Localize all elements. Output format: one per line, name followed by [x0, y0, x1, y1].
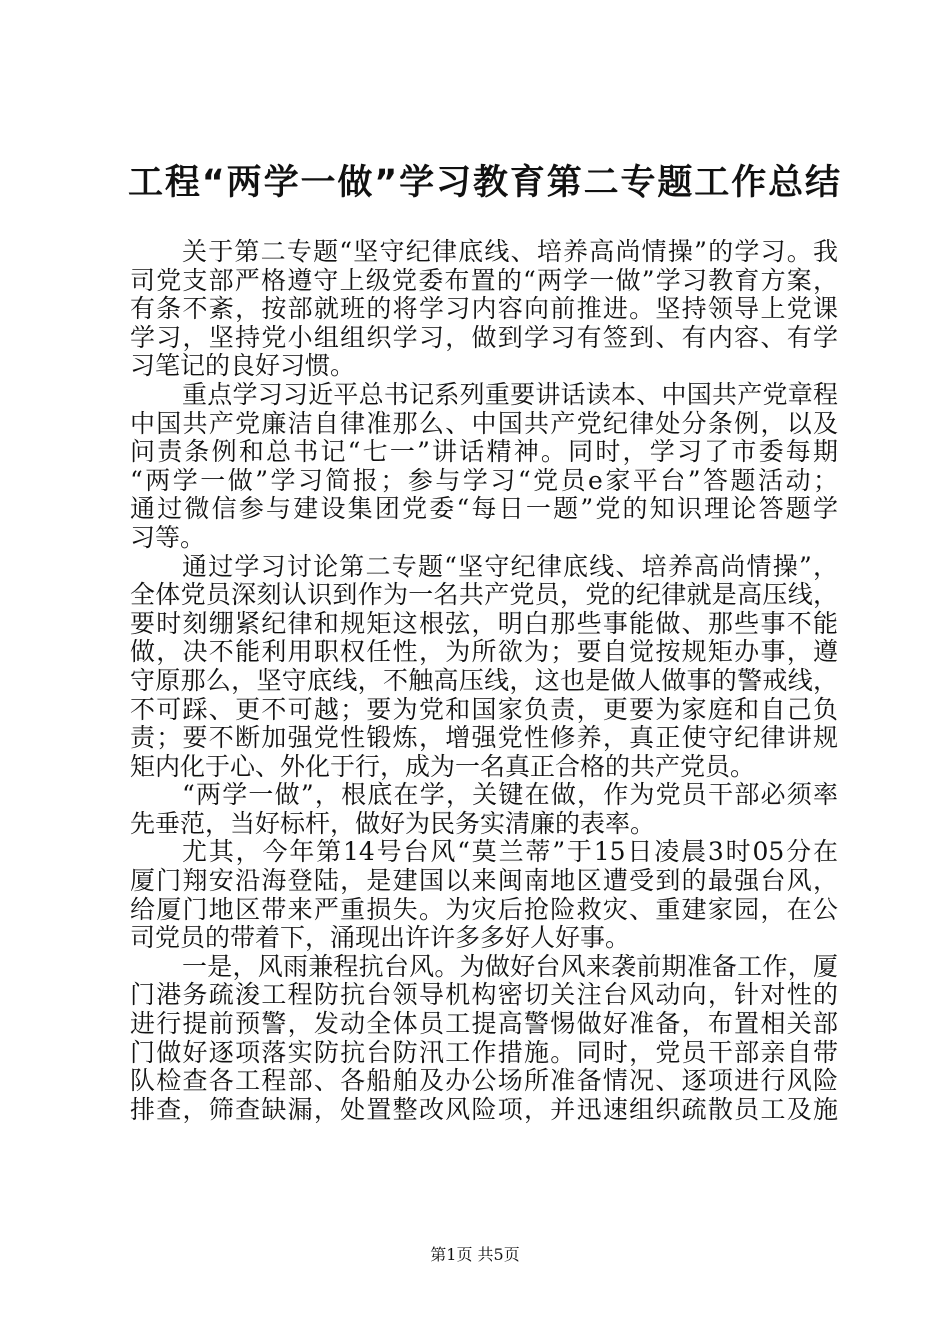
text-line: 有条不紊，按部就班的将学习内容向前推进。坚持领导上党课	[130, 294, 838, 324]
text-line: 门做好逐项落实防抗台防汛工作措施。同时，党员干部亲自带	[130, 1037, 838, 1067]
text-line: 做，决不能利用职权任性，为所欲为；要自觉按规矩办事，遵	[130, 637, 838, 667]
text-line: 矩内化于心、外化于行，成为一名真正合格的共产党员。	[130, 751, 756, 781]
text-line: 责；要不断加强党性锻炼，增强党性修养，真正使守纪律讲规	[130, 723, 838, 753]
text-line: “两学一做”，根底在学，关键在做，作为党员干部必须率	[182, 780, 838, 810]
text-line: 给厦门地区带来严重损失。为灾后抢险救灾、重建家园，在公	[130, 894, 838, 924]
text-line: 不可踩、更不可越；要为党和国家负责，更要为家庭和自己负	[130, 694, 838, 724]
text-line: 重点学习习近平总书记系列重要讲话读本、中国共产党章程	[182, 379, 838, 409]
paragraph	[130, 553, 838, 782]
text-line: 司党支部严格遵守上级党委布置的“两学一做”学习教育方案，	[130, 265, 838, 295]
text-line: 问责条例和总书记“七一”讲话精神。同时，学习了市委每期	[130, 437, 838, 467]
text-line: 厦门翔安沿海登陆，是建国以来闽南地区遭受到的最强台风，	[130, 866, 838, 896]
paragraph	[130, 238, 838, 381]
text-line: 进行提前预警，发动全体员工提高警惕做好准备，布置相关部	[130, 1009, 838, 1039]
paragraph	[130, 781, 838, 838]
text-line: 通过学习讨论第二专题“坚守纪律底线、培养高尚情操”，	[182, 551, 838, 581]
page-footer: 第1页 共5页	[430, 1245, 520, 1264]
text-line: 全体党员深刻认识到作为一名共产党员，党的纪律就是高压线，	[130, 580, 838, 610]
text-line: 习笔记的良好习惯。	[130, 351, 356, 381]
text-line: 通过微信参与建设集团党委“每日一题”党的知识理论答题学	[130, 494, 838, 524]
text-line: 排查，筛查缺漏，处置整改风险项，并迅速组织疏散员工及施	[130, 1094, 838, 1124]
paragraph	[130, 953, 838, 1125]
text-line: “两学一做”学习简报；参与学习“党员e家平台”答题活动；	[130, 465, 838, 495]
document-title: 工程“两学一做”学习教育第二专题工作总结	[128, 163, 840, 203]
text-line: 尤其，今年第14号台风“莫兰蒂”于15日凌晨3时05分在	[182, 837, 838, 867]
text-line: 要时刻绷紧纪律和规矩这根弦，明白那些事能做、那些事不能	[130, 608, 838, 638]
text-line: 守原那么，坚守底线，不触高压线，这也是做人做事的警戒线，	[130, 665, 838, 695]
text-line: 门港务疏浚工程防抗台领导机构密切关注台风动向，针对性的	[130, 980, 838, 1010]
text-line: 习等。	[130, 522, 206, 552]
text-line: 中国共产党廉洁自律准那么、中国共产党纪律处分条例，以及	[130, 408, 838, 438]
text-line: 队检查各工程部、各船舶及办公场所准备情况、逐项进行风险	[130, 1066, 838, 1096]
document-body	[130, 238, 838, 1124]
text-line: 学习，坚持党小组组织学习，做到学习有签到、有内容、有学	[130, 322, 838, 352]
paragraph	[130, 838, 838, 952]
text-line: 一是，风雨兼程抗台风。为做好台风来袭前期准备工作，厦	[182, 951, 838, 981]
text-line: 关于第二专题“坚守纪律底线、培养高尚情操”的学习。我	[182, 237, 838, 266]
text-line: 先垂范，当好标杆，做好为民务实清廉的表率。	[130, 808, 656, 838]
text-line: 司党员的带着下，涌现出许许多多好人好事。	[130, 923, 631, 953]
paragraph	[130, 381, 838, 553]
